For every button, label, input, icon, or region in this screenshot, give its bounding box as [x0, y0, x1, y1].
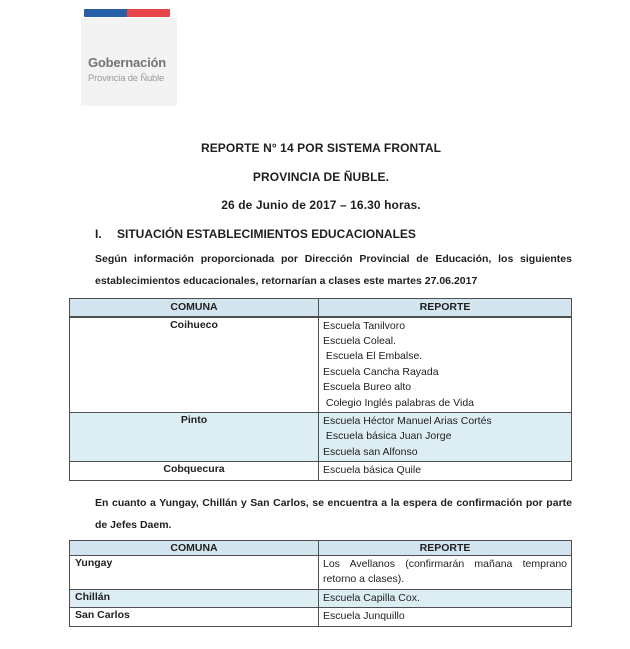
reporte-cell — [319, 462, 572, 480]
reporte-cell — [319, 556, 572, 590]
table-row — [70, 589, 572, 607]
reporte-cell — [319, 608, 572, 626]
report-datetime: 26 de Junio de 2017 – 16.30 horas. — [221, 198, 421, 212]
section-title: SITUACIÓN ESTABLECIMIENTOS EDUCACIONALES — [117, 227, 416, 241]
table-header-row — [70, 299, 572, 317]
column-header-reporte: REPORTE — [319, 299, 572, 317]
report-title: REPORTE N° 14 POR SISTEMA FRONTAL — [200, 141, 442, 155]
table-pending-confirmation — [69, 540, 572, 627]
table-row — [70, 462, 572, 480]
report-line: Escuela El Embalse. — [323, 350, 423, 363]
report-line: Los Avellanos (confirmarán mañana temprano retorno a clases). — [323, 558, 570, 586]
report-line: Colegio Inglés palabras de Vida — [323, 396, 474, 409]
report-line: Escuela Capilla Cox. — [323, 591, 420, 604]
reporte-cell — [319, 412, 572, 461]
comuna-cell: Chillán — [70, 589, 319, 607]
report-line: Escuela Coleal. — [323, 334, 396, 347]
logo-title: Gobernación — [88, 55, 166, 70]
comuna-cell: Cobquecura — [70, 462, 319, 480]
intro-paragraph: Según información proporcionada por Dirección Provincial de Educación, los siguientes establecimientos educacionales, retornarían a clases este martes 27.06.2017 — [95, 253, 572, 287]
report-line: Escuela Junquillo — [323, 610, 405, 623]
comuna-cell: San Carlos — [70, 608, 319, 626]
table-row — [70, 556, 572, 590]
flag-red-segment — [127, 9, 170, 17]
table-row — [70, 317, 572, 413]
logo-box — [81, 18, 177, 106]
table-row — [70, 412, 572, 461]
column-header-comuna: COMUNA — [70, 541, 319, 556]
report-line: Escuela Héctor Manuel Arias Cortés — [323, 414, 492, 427]
report-line: Escuela san Alfonso — [323, 445, 418, 458]
section-numeral: I. — [95, 227, 102, 241]
flag-blue-segment — [84, 9, 127, 17]
report-line: Escuela Bureo alto — [323, 381, 412, 394]
comuna-cell: Coihueco — [70, 317, 319, 413]
column-header-comuna: COMUNA — [70, 299, 319, 317]
logo-subtitle: Provincia de Ñuble — [88, 73, 165, 84]
report-line: Escuela Cancha Rayada — [323, 365, 439, 378]
table-educational-returns — [69, 298, 572, 481]
table-row — [70, 608, 572, 626]
reporte-cell — [319, 589, 572, 607]
comuna-cell: Yungay — [70, 556, 319, 590]
section-heading — [95, 227, 416, 241]
report-line: Escuela básica Juan Jorge — [323, 430, 452, 443]
gobernacion-logo — [81, 8, 177, 106]
reporte-cell — [319, 317, 572, 413]
report-line: Escuela básica Quile — [323, 464, 422, 477]
pending-confirmation-paragraph: En cuanto a Yungay, Chillán y San Carlos, se encuentra a la espera de confirmación por parte de Jefes Daem. — [95, 497, 572, 531]
comuna-cell: Pinto — [70, 412, 319, 461]
table-header-row — [70, 541, 572, 556]
report-province: PROVINCIA DE ÑUBLE. — [252, 170, 390, 184]
chile-flag-bar-icon — [84, 9, 170, 17]
column-header-reporte: REPORTE — [319, 541, 572, 556]
report-line: Escuela Tanilvoro — [323, 319, 406, 332]
